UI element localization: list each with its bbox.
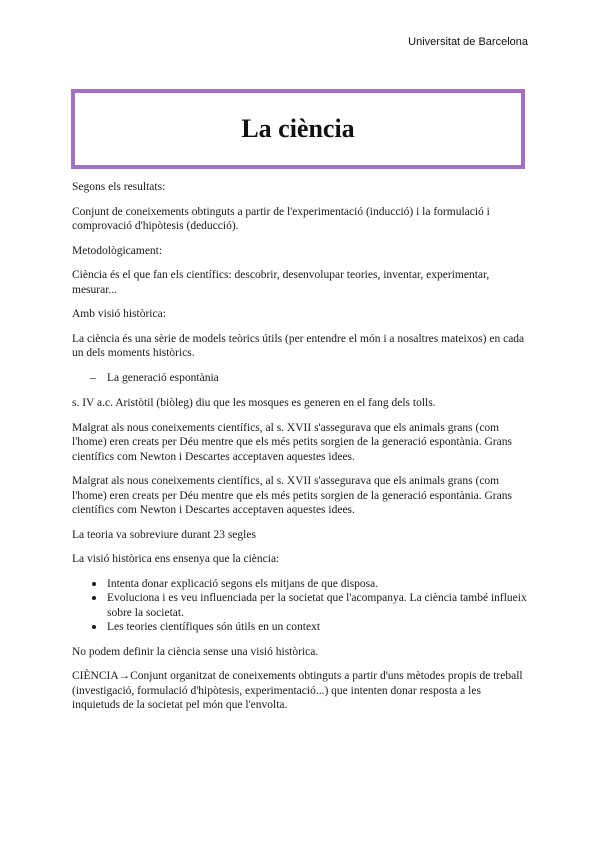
title-box: [71, 89, 525, 169]
paragraph-historic-lesson: La visió històrica ens ensenya que la ciència:: [72, 553, 280, 565]
paragraph-historic-definition: La ciència és una sèrie de models teòrics útils (per entendre el món i a nosaltres mateixos) en cada un dels moments històrics.: [72, 332, 525, 359]
paragraph-cannot-define: No podem definir la ciència sense una visió històrica.: [72, 645, 319, 658]
paragraph-theory-survived: La teoria va sobreviure durant 23 segles: [72, 528, 256, 541]
document-body: [72, 180, 528, 723]
paragraph-xvii-century-repeat: Malgrat als nous coneixements científics, al s. XVII s'assegurava que els animals grans (com l'home) eren creats per Déu mentre que els més petits sorgien de la generació espontània. Grans científics com Newton i Descartes acceptaven aquestes idees.: [72, 475, 512, 516]
paragraph-method-definition: Ciència és el que fan els científics: descobrir, desenvolupar teories, inventar, experimentar, mesurar...: [72, 269, 490, 296]
dash-list: [72, 371, 528, 386]
bullet-list-item: Intenta donar explicació segons els mitjans de que disposa.: [90, 577, 528, 592]
paragraph-method-heading: Metodològicament:: [72, 244, 163, 257]
page-title: La ciència: [241, 114, 355, 143]
paragraph-results-definition: Conjunt de coneixements obtinguts a partir de l'experimentació (inducció) i la formulació i comprovació d'hipòtesis (deducció).: [72, 205, 490, 232]
paragraph-results-heading: Segons els resultats:: [72, 181, 166, 193]
dash-list-item: – La generació espontània: [90, 371, 528, 386]
paragraph-aristotle: s. IV a.c. Aristòtil (biòleg) diu que les mosques es generen en el fang dels tolls.: [72, 397, 436, 409]
bullet-list-item: Evoluciona i es veu influenciada per la societat que l'acompanya. La ciència també influeix sobre la societat.: [90, 591, 528, 620]
bullet-list: [72, 577, 528, 635]
header-institution: Universitat de Barcelona: [408, 36, 528, 48]
bullet-list-item: Les teories científiques són útils en un context: [90, 620, 528, 635]
paragraph-science-definition: CIÈNCIA→Conjunt organitzat de coneixements obtinguts a partir d'uns mètodes propis de treball (investigació, formulació d'hipòtesis, experimentació...) que intenten donar resposta a les inquietuds de la societat pel món que l'envolta.: [72, 670, 523, 711]
paragraph-historic-heading: Amb visió històrica:: [72, 308, 166, 320]
paragraph-xvii-century: Malgrat als nous coneixements científics, al s. XVII s'assegurava que els animals grans (com l'home) eren creats per Déu mentre que els més petits sorgien de la generació espontània. Grans científics com Newton i Descartes acceptaven aquestes idees.: [72, 421, 512, 463]
